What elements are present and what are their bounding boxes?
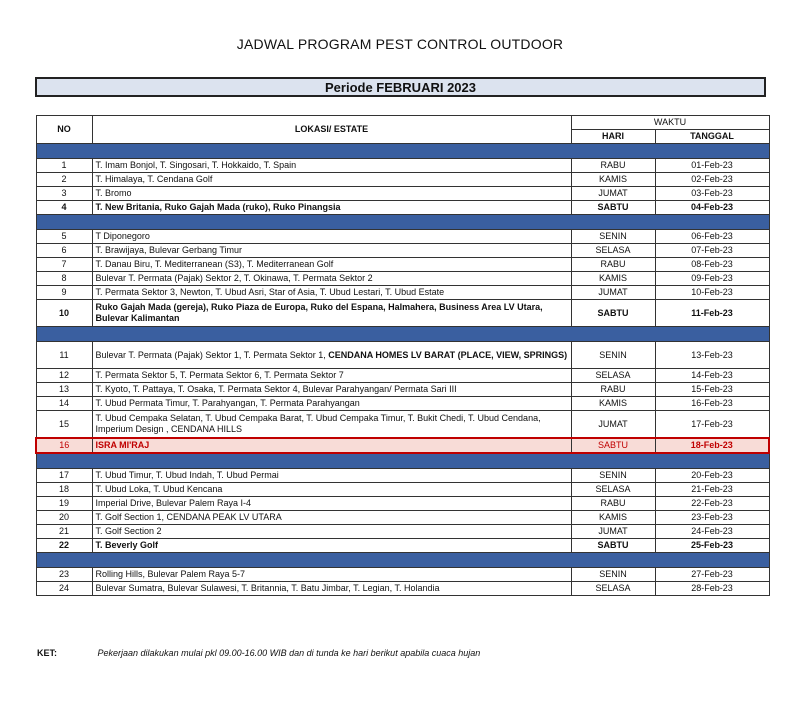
header-waktu: WAKTU: [571, 116, 769, 130]
row-number: 20: [36, 511, 92, 525]
row-location: T. Ubud Timur, T. Ubud Indah, T. Ubud Permai: [92, 469, 571, 483]
row-number: 23: [36, 568, 92, 582]
row-number: 15: [36, 411, 92, 439]
table-row: [36, 469, 769, 483]
row-date: 15-Feb-23: [655, 383, 769, 397]
row-location: ISRA MI'RAJ: [92, 438, 571, 453]
row-date: 03-Feb-23: [655, 187, 769, 201]
row-date: 09-Feb-23: [655, 272, 769, 286]
row-date: 20-Feb-23: [655, 469, 769, 483]
row-date: 06-Feb-23: [655, 230, 769, 244]
row-number: 2: [36, 173, 92, 187]
row-number: 5: [36, 230, 92, 244]
row-date: 16-Feb-23: [655, 397, 769, 411]
row-location: Bulevar Sumatra, Bulevar Sulawesi, T. Britannia, T. Batu Jimbar, T. Legian, T. Holandia: [92, 582, 571, 596]
row-date: 07-Feb-23: [655, 244, 769, 258]
table-row: [36, 539, 769, 553]
row-day: RABU: [571, 383, 655, 397]
row-number: 22: [36, 539, 92, 553]
row-location-part: Bulevar T. Permata (Pajak) Sektor 1, T. Permata Sektor 1,: [95, 349, 329, 360]
week-separator: [36, 553, 769, 568]
row-day: RABU: [571, 159, 655, 173]
row-day: SELASA: [571, 369, 655, 383]
table-row: [36, 397, 769, 411]
row-number: 13: [36, 383, 92, 397]
row-date: 21-Feb-23: [655, 483, 769, 497]
row-number: 14: [36, 397, 92, 411]
row-date: 02-Feb-23: [655, 173, 769, 187]
row-date: 10-Feb-23: [655, 286, 769, 300]
table-row: [36, 258, 769, 272]
row-day: SELASA: [571, 244, 655, 258]
table-row: [36, 582, 769, 596]
row-day: SENIN: [571, 342, 655, 369]
row-location: T. Ubud Cempaka Selatan, T. Ubud Cempaka Barat, T. Ubud Cempaka Timur, T. Bukit Chedi, T. Ubud Cendana, Imperium Design , CENDANA HILLS: [92, 411, 571, 439]
row-day: KAMIS: [571, 173, 655, 187]
row-day: JUMAT: [571, 525, 655, 539]
header-date: TANGGAL: [655, 130, 769, 144]
row-location: [92, 342, 571, 369]
footnote-text: Pekerjaan dilakukan mulai pkl 09.00-16.00 WIB dan di tunda ke hari berikut apabila cuaca hujan: [97, 648, 481, 658]
row-number: 10: [36, 300, 92, 327]
row-day: SELASA: [571, 582, 655, 596]
row-day: RABU: [571, 497, 655, 511]
row-day: SENIN: [571, 568, 655, 582]
row-number: 8: [36, 272, 92, 286]
row-number: 18: [36, 483, 92, 497]
table-row: [36, 568, 769, 582]
row-date: 28-Feb-23: [655, 582, 769, 596]
table-row: [36, 342, 769, 369]
week-separator: [36, 215, 769, 230]
footnote: [37, 648, 777, 658]
header-day: HARI: [571, 130, 655, 144]
row-number: 4: [36, 201, 92, 215]
row-number: 7: [36, 258, 92, 272]
row-day: JUMAT: [571, 411, 655, 439]
table-row: [36, 300, 769, 327]
row-number: 9: [36, 286, 92, 300]
row-day: SABTU: [571, 438, 655, 453]
row-number: 11: [36, 342, 92, 369]
row-day: RABU: [571, 258, 655, 272]
row-day: KAMIS: [571, 511, 655, 525]
table-row: [36, 511, 769, 525]
header-location: LOKASI/ ESTATE: [92, 116, 571, 144]
row-location: T. Golf Section 1, CENDANA PEAK LV UTARA: [92, 511, 571, 525]
row-number: 24: [36, 582, 92, 596]
holiday-row: [36, 438, 769, 453]
row-date: 08-Feb-23: [655, 258, 769, 272]
row-number: 17: [36, 469, 92, 483]
row-number: 12: [36, 369, 92, 383]
week-separator: [36, 327, 769, 342]
row-number: 19: [36, 497, 92, 511]
row-location: T. Bromo: [92, 187, 571, 201]
table-row: [36, 173, 769, 187]
row-location: T. Danau Biru, T. Mediterranean (S3), T. Mediterranean Golf: [92, 258, 571, 272]
table-row: [36, 201, 769, 215]
week-separator: [36, 453, 769, 469]
row-day: SELASA: [571, 483, 655, 497]
row-location: T. Permata Sektor 3, Newton, T. Ubud Asri, Star of Asia, T. Ubud Lestari, T. Ubud Estate: [92, 286, 571, 300]
row-location-highlight: CENDANA HOMES LV BARAT (PLACE, VIEW, SPRINGS): [328, 349, 568, 360]
row-day: SABTU: [571, 300, 655, 327]
table-row: [36, 230, 769, 244]
row-date: 27-Feb-23: [655, 568, 769, 582]
row-date: 13-Feb-23: [655, 342, 769, 369]
row-location: T. New Britania, Ruko Gajah Mada (ruko), Ruko Pinangsia: [92, 201, 571, 215]
period-banner: Periode FEBRUARI 2023: [35, 77, 766, 97]
table-row: [36, 383, 769, 397]
row-location: T Diponegoro: [92, 230, 571, 244]
row-location: T. Beverly Golf: [92, 539, 571, 553]
row-day: SENIN: [571, 469, 655, 483]
schedule-table: [35, 115, 770, 596]
table-row: [36, 483, 769, 497]
row-date: 11-Feb-23: [655, 300, 769, 327]
footnote-label: KET:: [37, 648, 57, 658]
row-day: KAMIS: [571, 272, 655, 286]
row-date: 04-Feb-23: [655, 201, 769, 215]
week-separator: [36, 144, 769, 159]
row-number: 1: [36, 159, 92, 173]
row-location: Rolling Hills, Bulevar Palem Raya 5-7: [92, 568, 571, 582]
row-day: SABTU: [571, 539, 655, 553]
row-location: Bulevar T. Permata (Pajak) Sektor 2, T. Okinawa, T. Permata Sektor 2: [92, 272, 571, 286]
table-row: [36, 525, 769, 539]
row-number: 16: [36, 438, 92, 453]
header-no: NO: [36, 116, 92, 144]
row-day: KAMIS: [571, 397, 655, 411]
row-day: JUMAT: [571, 187, 655, 201]
row-date: 23-Feb-23: [655, 511, 769, 525]
row-location: T. Brawijaya, Bulevar Gerbang Timur: [92, 244, 571, 258]
row-date: 17-Feb-23: [655, 411, 769, 439]
row-location: T. Imam Bonjol, T. Singosari, T. Hokkaido, T. Spain: [92, 159, 571, 173]
table-row: [36, 369, 769, 383]
table-row: [36, 286, 769, 300]
table-row: [36, 244, 769, 258]
row-location: Imperial Drive, Bulevar Palem Raya I-4: [92, 497, 571, 511]
row-location: T. Golf Section 2: [92, 525, 571, 539]
row-day: SABTU: [571, 201, 655, 215]
row-day: SENIN: [571, 230, 655, 244]
row-location: T. Ubud Loka, T. Ubud Kencana: [92, 483, 571, 497]
row-date: 18-Feb-23: [655, 438, 769, 453]
row-location: T. Permata Sektor 5, T. Permata Sektor 6, T. Permata Sektor 7: [92, 369, 571, 383]
table-row: [36, 187, 769, 201]
table-row: [36, 497, 769, 511]
row-location: T. Ubud Permata Timur, T. Parahyangan, T. Permata Parahyangan: [92, 397, 571, 411]
table-row: [36, 159, 769, 173]
row-number: 6: [36, 244, 92, 258]
row-location: Ruko Gajah Mada (gereja), Ruko Piaza de Europa, Ruko del Espana, Halmahera, Business Area LV Utara, Bulevar Kalimantan: [92, 300, 571, 327]
table-row: [36, 411, 769, 439]
row-date: 25-Feb-23: [655, 539, 769, 553]
row-date: 01-Feb-23: [655, 159, 769, 173]
row-number: 21: [36, 525, 92, 539]
row-day: JUMAT: [571, 286, 655, 300]
row-date: 14-Feb-23: [655, 369, 769, 383]
row-date: 22-Feb-23: [655, 497, 769, 511]
row-location: T. Himalaya, T. Cendana Golf: [92, 173, 571, 187]
row-date: 24-Feb-23: [655, 525, 769, 539]
table-row: [36, 272, 769, 286]
row-location: T. Kyoto, T. Pattaya, T. Osaka, T. Permata Sektor 4, Bulevar Parahyangan/ Permata Sari III: [92, 383, 571, 397]
document-title: JADWAL PROGRAM PEST CONTROL OUTDOOR: [236, 36, 564, 52]
row-number: 3: [36, 187, 92, 201]
